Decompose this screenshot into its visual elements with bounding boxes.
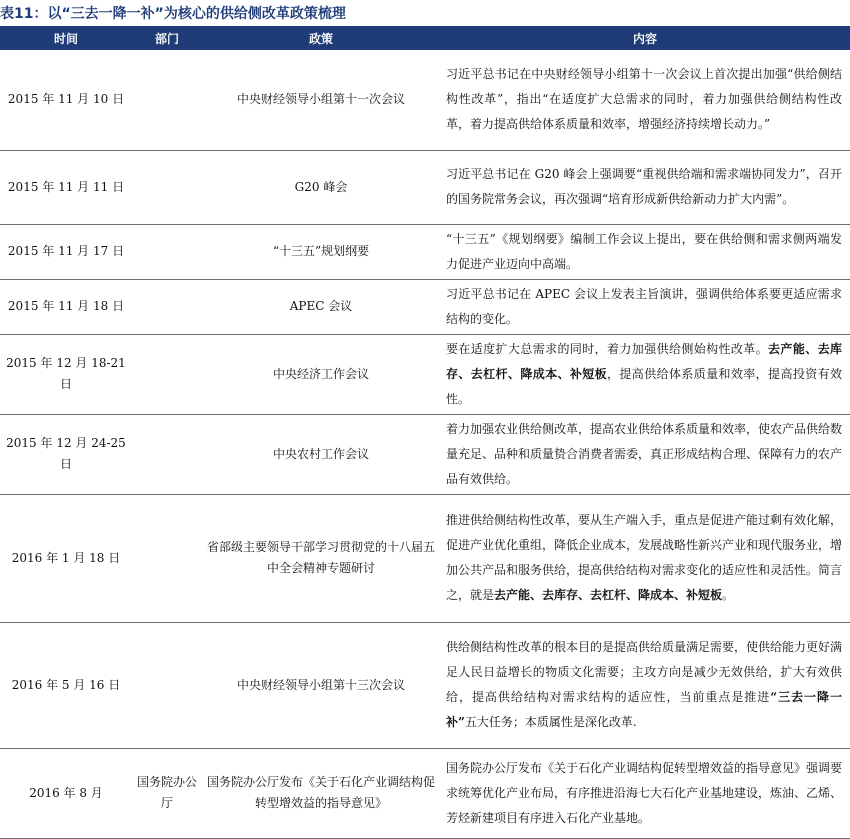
table-row bbox=[0, 334, 850, 414]
cell-dept bbox=[132, 622, 202, 748]
content-text: ，提高供给体系质量和效率，提高投资有效性。 bbox=[446, 366, 842, 406]
cell-dept bbox=[132, 224, 202, 279]
cell-time: 2015 年 11 月 17 日 bbox=[0, 224, 132, 279]
content-text: 。 bbox=[722, 588, 735, 602]
content-text: 五大任务；本质属性是深化改革. bbox=[464, 715, 637, 729]
content-emphasis: 去产能、去库存、去杠杆、降成本、补短板 bbox=[446, 341, 842, 381]
cell-content bbox=[440, 150, 850, 224]
content-text: 习近平总书记在中央财经领导小组第十一次会议上首次提出加强“供给侧结构性改革”，指出“在适度扩大总需求的同时，着力加强供给侧结构性改革，着力提高供给体系质量和效率，增强经济持续增长动力。” bbox=[446, 67, 842, 132]
table-body bbox=[0, 50, 850, 838]
header-time: 时间 bbox=[0, 26, 132, 50]
table-row bbox=[0, 224, 850, 279]
table-row bbox=[0, 748, 850, 838]
table-row bbox=[0, 414, 850, 494]
header-row bbox=[0, 26, 850, 50]
policy-table bbox=[0, 26, 850, 839]
cell-time: 2015 年 11 月 18 日 bbox=[0, 279, 132, 334]
content-text: 国务院办公厅发布《关于石化产业调结构促转型增效益的指导意见》强调要求统筹优化产业布局，有序推进沿海七大石化产业基地建设，炼油、乙烯、芳烃新建项目有序进入石化产业基地。 bbox=[446, 760, 843, 825]
cell-policy: 省部级主要领导干部学习贯彻党的十八届五中全会精神专题研讨 bbox=[202, 494, 440, 622]
cell-dept bbox=[132, 414, 202, 494]
content-text: 习近平总书记在 APEC 会议上发表主旨演讲，强调供给体系要更适应需求结构的变化。 bbox=[446, 286, 842, 326]
content-text: 要在适度扩大总需求的同时，着力加强供给侧始构性改革。 bbox=[446, 341, 769, 356]
table-row bbox=[0, 150, 850, 224]
table-row bbox=[0, 494, 850, 622]
header-content: 内容 bbox=[440, 26, 850, 50]
cell-content bbox=[440, 494, 850, 622]
cell-content bbox=[440, 748, 850, 838]
cell-content bbox=[440, 334, 850, 414]
content-text: 推进供给侧结构性改革，要从生产端入手，重点是促进产能过剩有效化解，促进产业优化重组，降低企业成本，发展战略性新兴产业和现代服务业，增加公共产品和服务供给，提高供给结构对需求变化的适应性和灵活性。简言之，就是 bbox=[446, 513, 843, 602]
content-text: “十三五”《规划纲要》编制工作会议上提出，要在供给侧和需求侧两端发力促进产业迈向中高端。 bbox=[446, 231, 842, 271]
cell-dept bbox=[132, 150, 202, 224]
header-policy: 政策 bbox=[202, 26, 440, 50]
cell-time: 2016 年 1 月 18 日 bbox=[0, 494, 132, 622]
table-row bbox=[0, 50, 850, 150]
cell-time: 2015 年 11 月 10 日 bbox=[0, 50, 132, 150]
cell-policy: 国务院办公厅发布《关于石化产业调结构促转型增效益的指导意见》 bbox=[202, 748, 440, 838]
cell-content bbox=[440, 622, 850, 748]
cell-policy: G20 峰会 bbox=[202, 150, 440, 224]
cell-policy: “十三五”规划纲要 bbox=[202, 224, 440, 279]
table-row bbox=[0, 279, 850, 334]
cell-time: 2016 年 8 月 bbox=[0, 748, 132, 838]
cell-content bbox=[440, 414, 850, 494]
content-text: 着力加强农业供给侧改革，提高农业供给体系质量和效率，使农产品供给数量充足、品种和质量贽合消费者需委，真正形成结构合理、保障有力的农产品有效供给。 bbox=[446, 421, 843, 486]
cell-time: 2015 年 12 月 24-25 日 bbox=[0, 414, 132, 494]
table-row bbox=[0, 622, 850, 748]
content-text: 习近平总书记在 G20 峰会上强调要“重视供给端和需求端协同发力”，召开的国务院常务会议，再次强调“培育形成新供给新动力扩大内需”。 bbox=[446, 167, 842, 206]
cell-policy: 中央财经领导小组第十一次会议 bbox=[202, 50, 440, 150]
content-emphasis: “三去一降一补” bbox=[446, 690, 842, 729]
cell-content bbox=[440, 224, 850, 279]
table-title: 表11：以“三去一降一补”为核心的供给侧改革政策梳理 bbox=[0, 6, 346, 22]
cell-time: 2015 年 12 月 18-21 日 bbox=[0, 334, 132, 414]
cell-dept bbox=[132, 494, 202, 622]
cell-dept bbox=[132, 334, 202, 414]
cell-policy: 中央经济工作会议 bbox=[202, 334, 440, 414]
header-dept: 部门 bbox=[132, 26, 202, 50]
cell-time: 2016 年 5 月 16 日 bbox=[0, 622, 132, 748]
cell-policy: 中央农村工作会议 bbox=[202, 414, 440, 494]
cell-time: 2015 年 11 月 11 日 bbox=[0, 150, 132, 224]
content-emphasis: 去产能、去库存、去杠杆、降成本、补短板 bbox=[494, 588, 723, 602]
cell-content bbox=[440, 50, 850, 150]
cell-dept bbox=[132, 50, 202, 150]
cell-policy: APEC 会议 bbox=[202, 279, 440, 334]
cell-dept: 国务院办公厅 bbox=[132, 748, 202, 838]
cell-content bbox=[440, 279, 850, 334]
cell-dept bbox=[132, 279, 202, 334]
content-text: 供给侧结构性改革的根本目的是提高供给质量满足需要，使供给能力更好满足人民日益增长的物质文化需要；主攻方向是减少无效供给，扩大有效供给，提高供给结构对需求结构的适应性，当前重点是推进 bbox=[446, 640, 843, 704]
cell-policy: 中央财经领导小组第十三次会议 bbox=[202, 622, 440, 748]
